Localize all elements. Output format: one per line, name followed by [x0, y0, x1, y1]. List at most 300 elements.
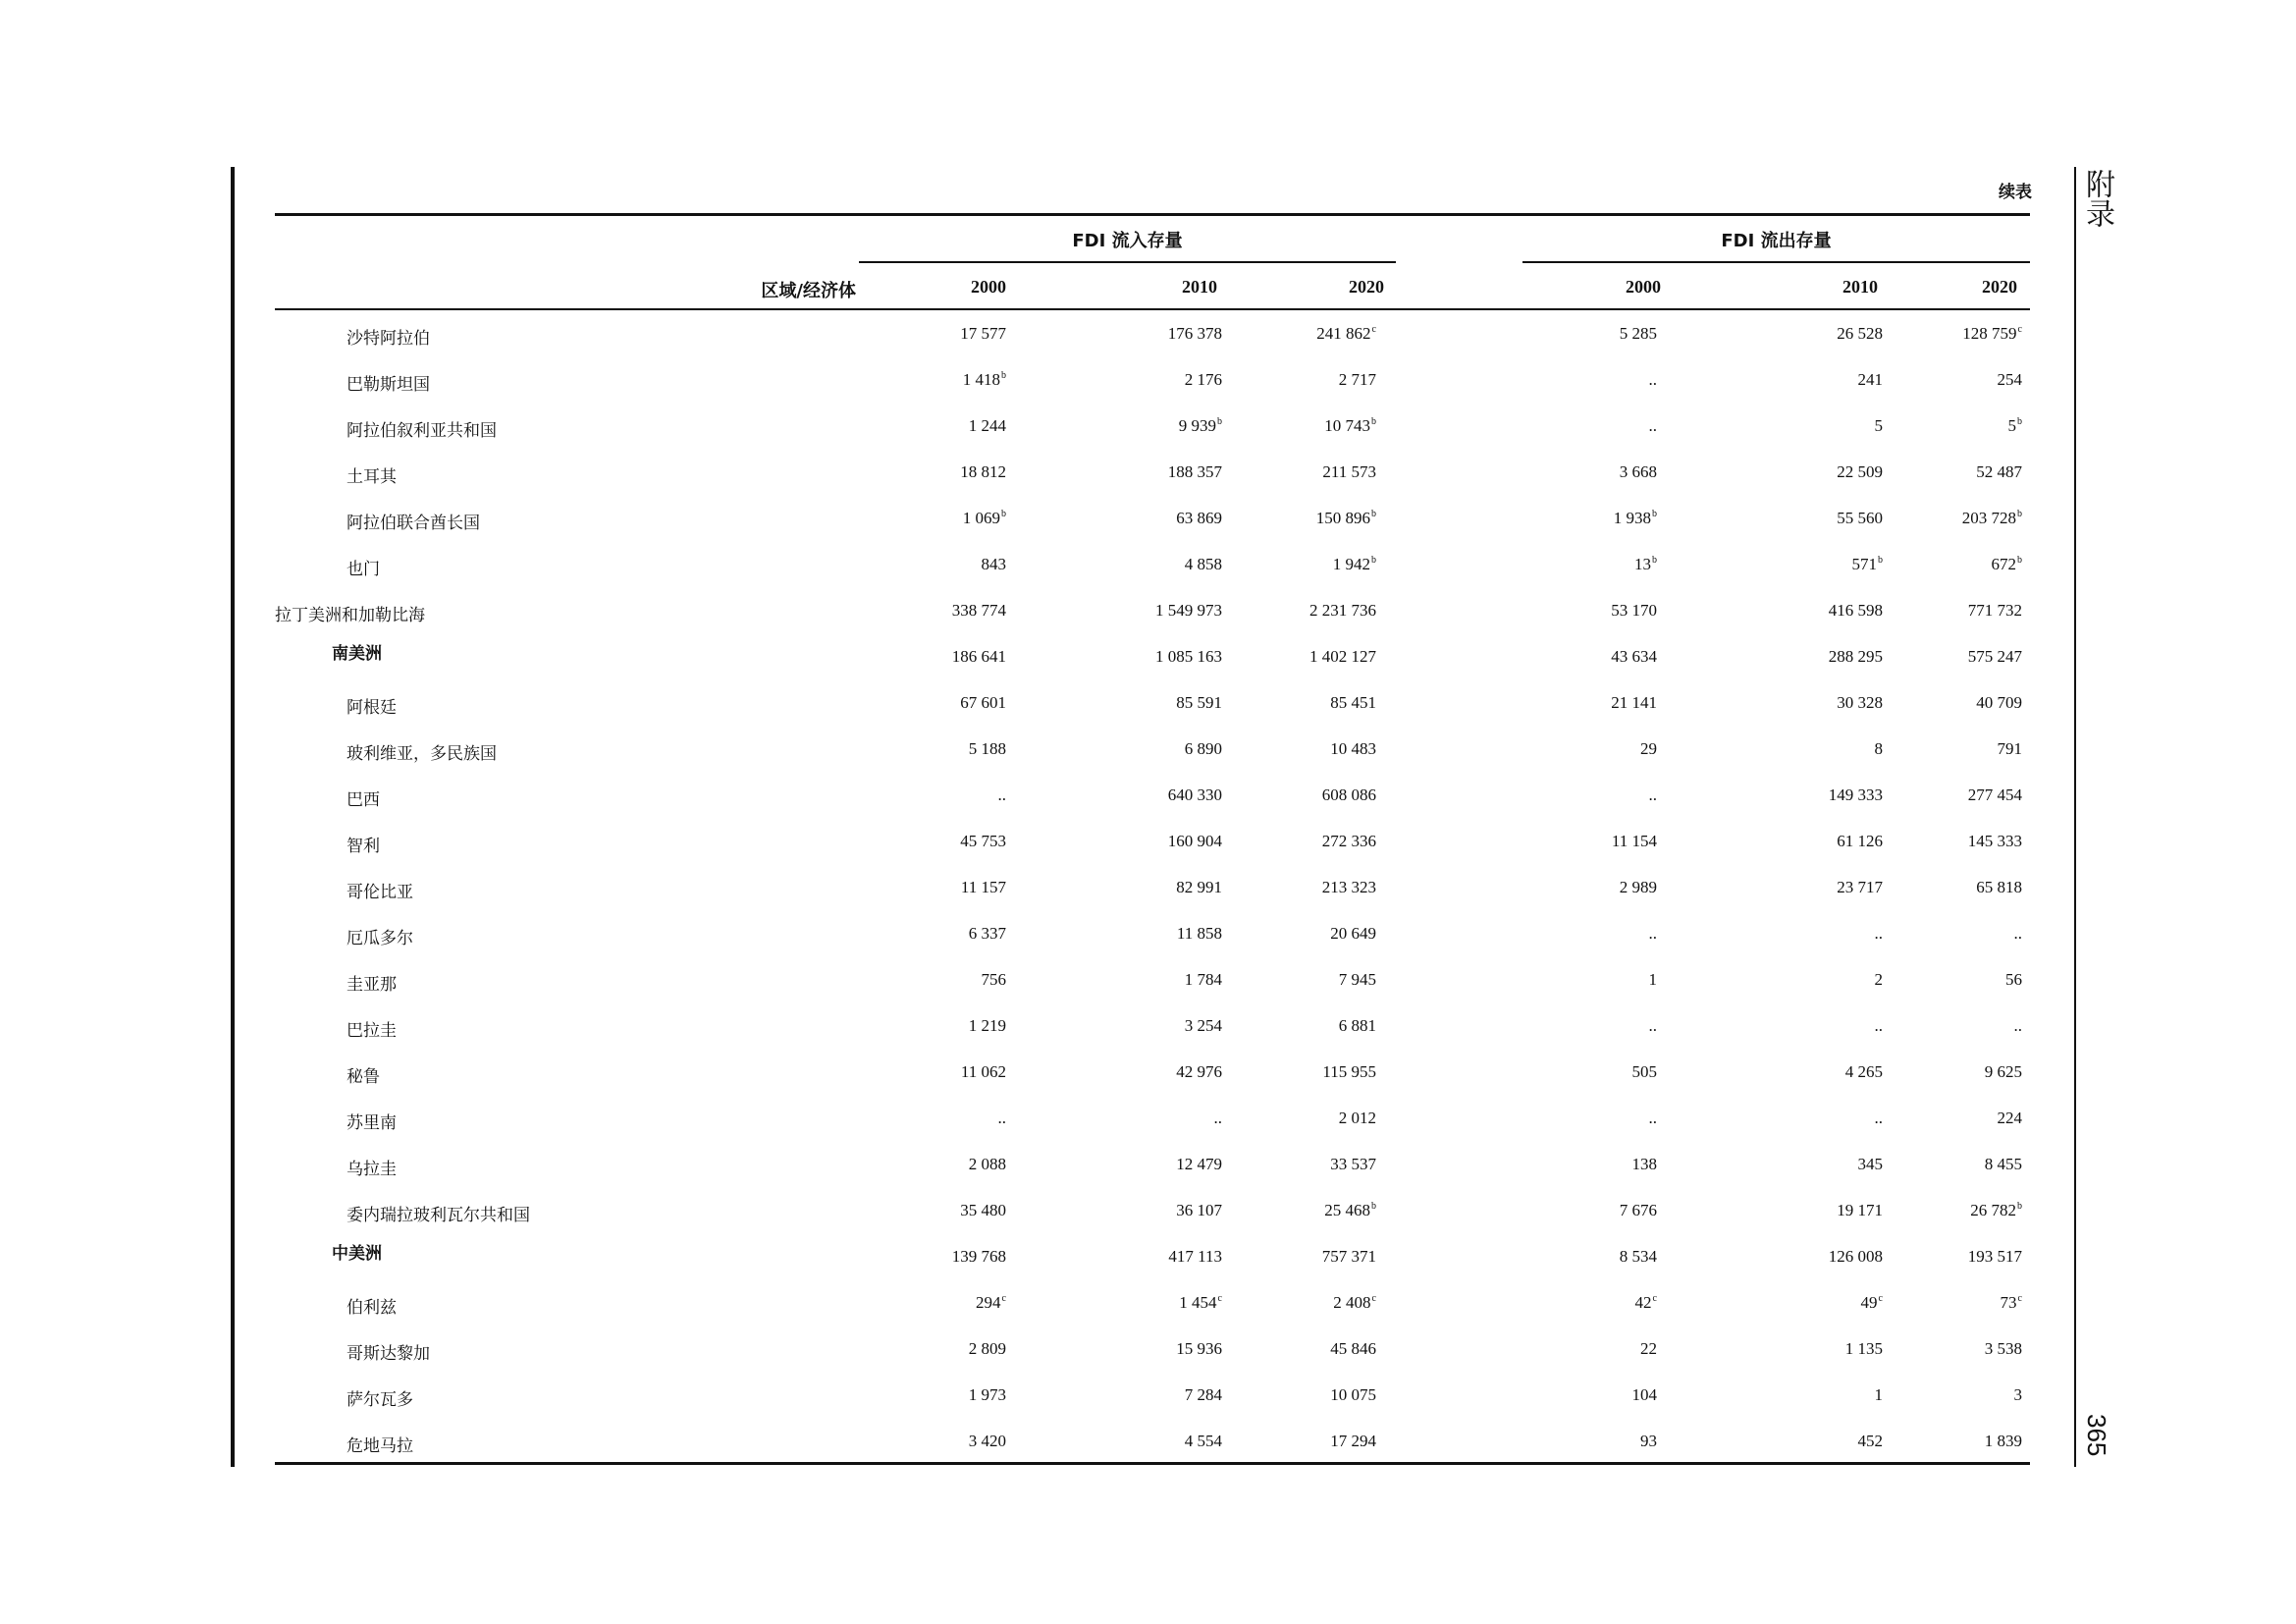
value-number: 6 337 — [968, 924, 1006, 943]
footnote-marker: b — [1371, 509, 1376, 519]
left-margin-rule — [231, 167, 235, 1467]
value-number: .. — [1648, 370, 1657, 389]
value-number: 11 062 — [960, 1062, 1006, 1081]
value-number: 42 — [1634, 1293, 1652, 1312]
value-cell — [810, 370, 1006, 390]
value-number: 8 534 — [1619, 1247, 1657, 1266]
value-number: 145 333 — [1967, 832, 2022, 850]
value-number: 8 455 — [1984, 1155, 2022, 1173]
value-cell — [1180, 324, 1376, 344]
footnote-marker: c — [2017, 324, 2022, 335]
value-number: 30 328 — [1837, 693, 1883, 712]
value-number: 1 942 — [1332, 555, 1370, 573]
value-cell — [1461, 970, 1657, 990]
footnote-marker: c — [2017, 1293, 2022, 1304]
value-number: .. — [2013, 1016, 2022, 1035]
value-cell — [1826, 785, 2022, 805]
value-number: 22 509 — [1837, 462, 1883, 481]
value-cell — [1461, 1155, 1657, 1174]
value-number: 3 538 — [1984, 1339, 2022, 1358]
table-row — [275, 1376, 2030, 1422]
value-cell — [1461, 601, 1657, 621]
footnote-marker: b — [1001, 370, 1006, 381]
value-cell — [1180, 693, 1376, 713]
value-cell — [1180, 555, 1376, 574]
value-cell — [1180, 601, 1376, 621]
value-number: 277 454 — [1967, 785, 2022, 804]
value-number: 672 — [1991, 555, 2016, 573]
value-cell — [1461, 1339, 1657, 1359]
value-number: 82 991 — [1176, 878, 1222, 896]
value-cell — [1826, 370, 2022, 390]
value-number: 3 — [2013, 1385, 2022, 1404]
value-cell — [1180, 832, 1376, 851]
value-cell — [810, 601, 1006, 621]
value-number: 5 188 — [968, 739, 1006, 758]
footnote-marker: b — [2017, 416, 2022, 427]
value-number: 35 480 — [960, 1201, 1006, 1219]
value-cell — [1461, 1293, 1657, 1313]
value-number: 203 728 — [1961, 509, 2016, 527]
value-number: 2 809 — [968, 1339, 1006, 1358]
value-number: 5 — [1874, 416, 1883, 435]
region-column-header: 区域/经济体 — [761, 281, 856, 301]
value-cell — [810, 693, 1006, 713]
value-cell — [810, 1385, 1006, 1405]
value-number: 2 012 — [1338, 1109, 1376, 1127]
value-number: 23 717 — [1837, 878, 1883, 896]
value-cell — [1180, 1432, 1376, 1451]
value-number: 4 858 — [1184, 555, 1222, 573]
value-number: 1 549 973 — [1155, 601, 1222, 620]
value-cell — [1826, 509, 2022, 528]
value-number: 10 075 — [1330, 1385, 1376, 1404]
value-number: 254 — [1997, 370, 2022, 389]
value-number: 1 — [1874, 1385, 1883, 1404]
value-cell — [1461, 1247, 1657, 1267]
value-number: 149 333 — [1828, 785, 1883, 804]
value-number: 52 487 — [1976, 462, 2022, 481]
value-cell — [1461, 1062, 1657, 1082]
value-cell — [1826, 462, 2022, 482]
value-cell — [1461, 832, 1657, 851]
value-number: 9 939 — [1178, 416, 1216, 435]
row-name: 中美洲 — [332, 1244, 382, 1264]
table-row — [275, 1329, 2030, 1376]
value-cell — [1180, 739, 1376, 759]
value-cell — [810, 1155, 1006, 1174]
value-cell — [1461, 693, 1657, 713]
value-number: 49 — [1860, 1293, 1878, 1312]
value-cell — [1461, 647, 1657, 667]
footnote-marker: b — [1652, 555, 1657, 566]
value-cell — [1180, 785, 1376, 805]
value-number: 4 265 — [1844, 1062, 1883, 1081]
value-cell — [1180, 1062, 1376, 1082]
value-cell — [810, 878, 1006, 897]
value-cell — [810, 1432, 1006, 1451]
value-number: 3 668 — [1619, 462, 1657, 481]
value-number: 1 839 — [1984, 1432, 2022, 1450]
value-cell — [1461, 1201, 1657, 1220]
value-cell — [1180, 1293, 1376, 1313]
value-cell — [1826, 647, 2022, 667]
value-number: 2 717 — [1338, 370, 1376, 389]
value-number: 575 247 — [1967, 647, 2022, 666]
value-cell — [1180, 370, 1376, 390]
value-cell — [1461, 324, 1657, 344]
value-number: 224 — [1997, 1109, 2022, 1127]
value-number: 241 862 — [1316, 324, 1371, 343]
row-name: 土耳其 — [347, 467, 397, 487]
value-number: 17 577 — [960, 324, 1006, 343]
row-name: 圭亚那 — [347, 975, 397, 995]
value-number: 213 323 — [1321, 878, 1376, 896]
year-header-outflow-2020: 2020 — [1982, 277, 2017, 297]
table-row — [275, 591, 2030, 637]
table-row — [275, 776, 2030, 822]
value-number: 272 336 — [1321, 832, 1376, 850]
value-cell — [1180, 1109, 1376, 1128]
value-number: .. — [2013, 924, 2022, 943]
footnote-marker: b — [1878, 555, 1883, 566]
value-cell — [810, 1016, 1006, 1036]
value-number: 10 483 — [1330, 739, 1376, 758]
value-number: 21 141 — [1611, 693, 1657, 712]
value-cell — [1826, 1201, 2022, 1220]
value-number: 1 784 — [1184, 970, 1222, 989]
footnote-marker: b — [2017, 555, 2022, 566]
value-number: 2 088 — [968, 1155, 1006, 1173]
side-margin-rule — [2074, 167, 2076, 1467]
value-number: 17 294 — [1330, 1432, 1376, 1450]
value-number: 56 — [2005, 970, 2022, 989]
row-name: 玻利维亚，多民族国 — [347, 744, 497, 764]
value-number: 1 — [1648, 970, 1657, 989]
value-cell — [810, 1247, 1006, 1267]
value-number: 10 743 — [1324, 416, 1370, 435]
value-number: 11 157 — [960, 878, 1006, 896]
value-number: 128 759 — [1962, 324, 2017, 343]
footnote-marker: b — [1001, 509, 1006, 519]
value-number: 7 945 — [1338, 970, 1376, 989]
year-header-outflow-2010: 2010 — [1842, 277, 1878, 297]
value-cell — [1826, 693, 2022, 713]
table-row — [275, 683, 2030, 730]
value-cell — [1461, 1109, 1657, 1128]
value-cell — [810, 1201, 1006, 1220]
value-number: 25 468 — [1324, 1201, 1370, 1219]
value-cell — [1461, 462, 1657, 482]
value-cell — [1461, 739, 1657, 759]
value-number: 2 231 736 — [1309, 601, 1376, 620]
value-number: 1 402 127 — [1309, 647, 1376, 666]
table-row — [275, 360, 2030, 406]
row-name: 阿拉伯叙利亚共和国 — [347, 421, 497, 441]
value-number: 12 479 — [1176, 1155, 1222, 1173]
row-name: 秘鲁 — [347, 1067, 380, 1087]
value-cell — [810, 1339, 1006, 1359]
value-number: 188 357 — [1167, 462, 1222, 481]
value-number: 3 254 — [1184, 1016, 1222, 1035]
table-row — [275, 1099, 2030, 1145]
value-number: 1 244 — [968, 416, 1006, 435]
footnote-marker: c — [1371, 1293, 1376, 1304]
value-cell — [1826, 1247, 2022, 1267]
value-number: 20 649 — [1330, 924, 1376, 943]
value-cell — [1461, 878, 1657, 897]
value-number: 7 284 — [1184, 1385, 1222, 1404]
value-number: 138 — [1631, 1155, 1657, 1173]
row-name: 阿根廷 — [347, 698, 397, 718]
footnote-marker: b — [1371, 416, 1376, 427]
value-cell — [810, 739, 1006, 759]
value-number: 1 135 — [1844, 1339, 1883, 1358]
value-number: 2 — [1874, 970, 1883, 989]
table-row — [275, 545, 2030, 591]
value-number: 73 — [2000, 1293, 2017, 1312]
value-number: 42 976 — [1176, 1062, 1222, 1081]
value-cell — [810, 1062, 1006, 1082]
value-cell — [1826, 1385, 2022, 1405]
table-row — [275, 1145, 2030, 1191]
row-name: 也门 — [347, 560, 380, 579]
value-cell — [1180, 1339, 1376, 1359]
value-number: .. — [997, 785, 1006, 804]
value-number: 8 — [1874, 739, 1883, 758]
value-cell — [1826, 739, 2022, 759]
row-name: 智利 — [347, 837, 380, 856]
value-cell — [1180, 509, 1376, 528]
value-cell — [1180, 878, 1376, 897]
footnote-marker: c — [1878, 1293, 1883, 1304]
value-number: 2 408 — [1333, 1293, 1371, 1312]
value-number: 345 — [1857, 1155, 1883, 1173]
row-name: 乌拉圭 — [347, 1160, 397, 1179]
value-cell — [1826, 1016, 2022, 1036]
value-number: 7 676 — [1619, 1201, 1657, 1219]
value-cell — [1826, 555, 2022, 574]
value-number: .. — [1213, 1109, 1222, 1127]
value-number: 33 537 — [1330, 1155, 1376, 1173]
value-cell — [1826, 324, 2022, 344]
table-row — [275, 822, 2030, 868]
value-number: 6 890 — [1184, 739, 1222, 758]
row-name: 南美洲 — [332, 644, 382, 664]
value-number: 150 896 — [1315, 509, 1370, 527]
value-number: 43 634 — [1611, 647, 1657, 666]
value-number: 139 768 — [951, 1247, 1006, 1266]
row-name: 苏里南 — [347, 1113, 397, 1133]
value-number: 40 709 — [1976, 693, 2022, 712]
value-cell — [1826, 970, 2022, 990]
value-number: 640 330 — [1167, 785, 1222, 804]
footnote-marker: b — [1217, 416, 1222, 427]
value-number: 160 904 — [1167, 832, 1222, 850]
outflow-group-header: FDI 流出存量 — [1721, 231, 1832, 251]
value-cell — [810, 924, 1006, 944]
value-cell — [1180, 647, 1376, 667]
value-number: 211 573 — [1322, 462, 1376, 481]
table-row — [275, 914, 2030, 960]
table-top-rule — [275, 213, 2030, 216]
header-bottom-rule — [275, 308, 2030, 310]
value-cell — [1180, 924, 1376, 944]
value-cell — [810, 785, 1006, 805]
table-row — [275, 453, 2030, 499]
value-number: 61 126 — [1837, 832, 1883, 850]
value-number: .. — [1648, 1109, 1657, 1127]
value-cell — [810, 1109, 1006, 1128]
value-number: 11 154 — [1611, 832, 1657, 850]
value-cell — [1180, 1155, 1376, 1174]
value-number: 26 782 — [1970, 1201, 2016, 1219]
table-row — [275, 1191, 2030, 1237]
value-number: 85 591 — [1176, 693, 1222, 712]
year-header-outflow-2000: 2000 — [1626, 277, 1661, 297]
value-number: 1 454 — [1179, 1293, 1217, 1312]
value-number: 416 598 — [1828, 601, 1883, 620]
inflow-group-rule — [859, 261, 1396, 263]
value-number: 26 528 — [1837, 324, 1883, 343]
value-number: 1 085 163 — [1155, 647, 1222, 666]
year-header-inflow-2000: 2000 — [971, 277, 1006, 297]
value-cell — [1826, 1155, 2022, 1174]
value-cell — [1461, 1016, 1657, 1036]
value-number: 571 — [1851, 555, 1877, 573]
value-number: 288 295 — [1828, 647, 1883, 666]
value-cell — [1461, 416, 1657, 436]
value-number: 67 601 — [960, 693, 1006, 712]
value-cell — [1461, 370, 1657, 390]
value-number: 45 753 — [960, 832, 1006, 850]
footnote-marker: b — [1371, 1201, 1376, 1212]
row-name: 哥斯达黎加 — [347, 1344, 430, 1364]
value-number: 843 — [981, 555, 1006, 573]
value-number: 505 — [1631, 1062, 1657, 1081]
row-name: 伯利兹 — [347, 1298, 397, 1318]
value-number: 756 — [981, 970, 1006, 989]
footnote-marker: b — [2017, 1201, 2022, 1212]
year-header-inflow-2020: 2020 — [1349, 277, 1384, 297]
value-number: 176 378 — [1167, 324, 1222, 343]
footnote-marker: c — [1001, 1293, 1006, 1304]
value-cell — [1180, 1016, 1376, 1036]
value-number: 63 869 — [1176, 509, 1222, 527]
table-row — [275, 1283, 2030, 1329]
value-number: 791 — [1997, 739, 2022, 758]
side-section-title: 附录 — [2080, 169, 2114, 228]
footnote-marker: b — [1371, 555, 1376, 566]
value-number: 1 219 — [968, 1016, 1006, 1035]
value-number: 13 — [1634, 555, 1651, 573]
value-number: .. — [1874, 1109, 1883, 1127]
table-row — [275, 960, 2030, 1006]
value-cell — [1180, 462, 1376, 482]
value-number: 15 936 — [1176, 1339, 1222, 1358]
value-number: 294 — [976, 1293, 1001, 1312]
value-cell — [1826, 832, 2022, 851]
table-row — [275, 1053, 2030, 1099]
footnote-marker: c — [1217, 1293, 1222, 1304]
value-number: .. — [997, 1109, 1006, 1127]
row-name: 拉丁美洲和加勒比海 — [275, 606, 425, 625]
value-number: 53 170 — [1611, 601, 1657, 620]
value-number: 1 418 — [962, 370, 1000, 389]
value-number: 193 517 — [1967, 1247, 2022, 1266]
value-number: 22 — [1640, 1339, 1657, 1358]
row-name: 沙特阿拉伯 — [347, 329, 430, 349]
value-cell — [1461, 1432, 1657, 1451]
value-number: 1 938 — [1613, 509, 1651, 527]
value-number: 115 955 — [1322, 1062, 1376, 1081]
table-row — [275, 868, 2030, 914]
value-number: 29 — [1640, 739, 1657, 758]
value-cell — [1826, 601, 2022, 621]
value-number: 1 973 — [968, 1385, 1006, 1404]
value-number: 9 625 — [1984, 1062, 2022, 1081]
table-row — [275, 314, 2030, 360]
value-cell — [810, 832, 1006, 851]
value-cell — [1461, 1385, 1657, 1405]
value-cell — [1180, 1385, 1376, 1405]
value-cell — [1461, 924, 1657, 944]
value-number: 241 — [1857, 370, 1883, 389]
table-row — [275, 637, 2030, 683]
table-row — [275, 499, 2030, 545]
value-number: 4 554 — [1184, 1432, 1222, 1450]
value-number: .. — [1874, 1016, 1883, 1035]
value-number: 608 086 — [1321, 785, 1376, 804]
value-number: .. — [1874, 924, 1883, 943]
value-number: 771 732 — [1967, 601, 2022, 620]
row-name: 萨尔瓦多 — [347, 1390, 413, 1410]
value-cell — [1180, 970, 1376, 990]
value-cell — [810, 509, 1006, 528]
value-cell — [1826, 1293, 2022, 1313]
value-cell — [1180, 1201, 1376, 1220]
value-cell — [810, 324, 1006, 344]
table-row — [275, 730, 2030, 776]
value-number: 104 — [1631, 1385, 1657, 1404]
value-cell — [1826, 416, 2022, 436]
value-cell — [1180, 1247, 1376, 1267]
footnote-marker: b — [1652, 509, 1657, 519]
value-number: 2 176 — [1184, 370, 1222, 389]
value-cell — [810, 416, 1006, 436]
footnote-marker: b — [2017, 509, 2022, 519]
table-row — [275, 1006, 2030, 1053]
value-number: 6 881 — [1338, 1016, 1376, 1035]
table-row — [275, 406, 2030, 453]
continued-label: 续表 — [1999, 183, 2032, 202]
value-number: 757 371 — [1321, 1247, 1376, 1266]
row-name: 阿拉伯联合酋长国 — [347, 514, 480, 533]
footnote-marker: c — [1652, 1293, 1657, 1304]
footnote-marker: c — [1371, 324, 1376, 335]
value-cell — [1826, 1062, 2022, 1082]
value-cell — [1826, 1339, 2022, 1359]
value-number: 19 171 — [1837, 1201, 1883, 1219]
value-number: 186 641 — [951, 647, 1006, 666]
value-cell — [810, 1293, 1006, 1313]
value-number: 3 420 — [968, 1432, 1006, 1450]
table-row — [275, 1237, 2030, 1283]
value-number: 55 560 — [1837, 509, 1883, 527]
value-number: 5 — [2007, 416, 2016, 435]
value-number: 417 113 — [1168, 1247, 1222, 1266]
value-number: 85 451 — [1330, 693, 1376, 712]
